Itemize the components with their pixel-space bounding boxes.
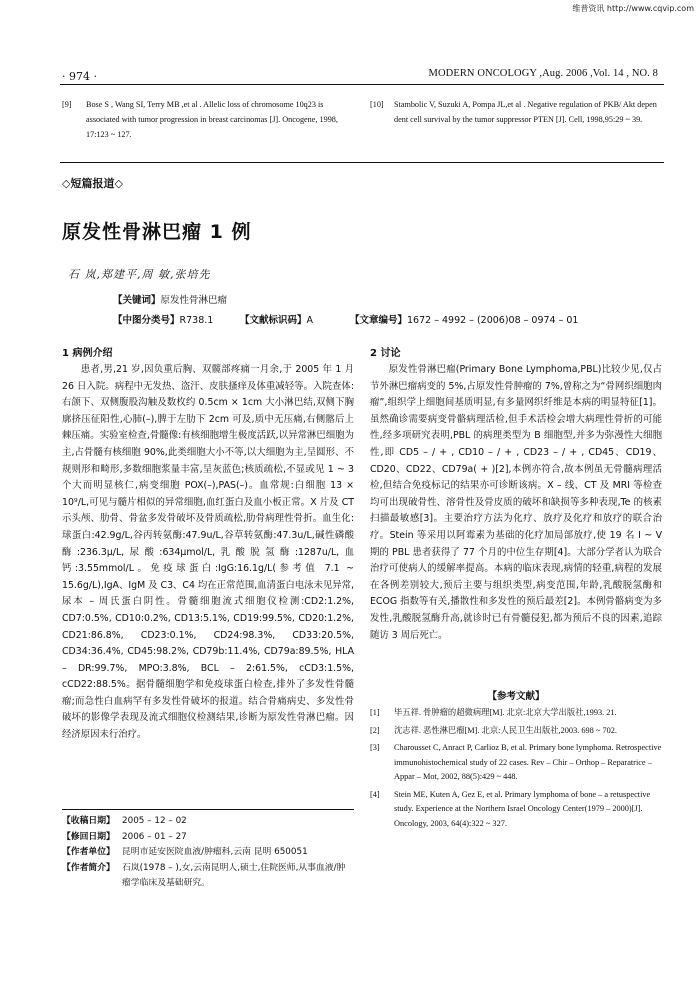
meta-value: 昆明市延安医院血液/肿瘤科,云南 昆明 650051 xyxy=(122,847,308,857)
doc-code-line xyxy=(240,312,313,326)
article-authors: 石 岚,郑建平,周 敏,张培先 xyxy=(68,268,211,281)
discussion-heading: 2 讨论 xyxy=(370,348,401,359)
meta-received xyxy=(62,814,354,830)
ref-text: Stein ME, Kuten A, Gez E, et al. Primary lymphoma of bone – a retuspective study. Experience at the Northern Israel Oncology Center(1979 – 2000)[J]. Oncology, 2003, 64(4):322 ~ 327. xyxy=(394,789,651,828)
ref-number: [2] xyxy=(370,725,380,735)
ref-number: [10] xyxy=(370,100,384,109)
journal-header: MODERN ONCOLOGY ,Aug. 2006 ,Vol. 14 , NO. 8 xyxy=(428,68,658,79)
section-rule xyxy=(60,162,664,163)
clc-line xyxy=(113,312,213,326)
article-meta xyxy=(62,814,354,892)
article-number-line xyxy=(350,312,578,326)
article-title: 原发性骨淋巴瘤 1 例 xyxy=(62,221,252,243)
ref-text: Stambolic V, Suzuki A, Pompa JL,et al . Negative regulation of PKB/ Akt depen dent cell survival by the tumor suppressor PTEN [J]. Cell, 1998,95:29 ~ 39. xyxy=(394,100,657,124)
ref-text: 毕五祥. 骨肿瘤的超微病理[M]. 北京:北京大学出版社,1993. 21. xyxy=(394,708,617,717)
ref-number: [9] xyxy=(62,100,72,109)
meta-value: 石岚(1978 – ),女,云南昆明人,硕士,住院医师,从事血液/肿瘤学临床及基础研究。 xyxy=(122,862,346,888)
page-number: · 974 · xyxy=(62,70,97,83)
meta-label: 【修回日期】 xyxy=(62,831,115,842)
meta-affiliation xyxy=(62,845,354,861)
discussion-body xyxy=(370,362,662,644)
meta-author-bio xyxy=(62,861,354,892)
meta-label: 【作者简介】 xyxy=(62,862,115,873)
clc-value: R738.1 xyxy=(179,315,214,326)
case-paragraph: 患者,男,21 岁,因负重后胸、双髋部疼痛一月余,于 2005 年 1 月 26 日入院。病程中无发热、盗汗、皮肤搔痒及体重减轻等。入院查体:右颌下、双侧腹股沟触及数枚约 0.5cm × 1cm 大小淋巴结,双侧下胸廓挤压征阳性,心肺(–),脾于左肋下 2cm 可及,质中无压痛,右侧髂后上棘压痛。实验室检查,骨髓像:有核细胞增生极度活跃,以异常淋巴细胞为主,占骨髓有核细胞 90%,此类细胞大小不等,以大细胞为主,呈圆形、不规则形和畸形,多数细胞浆量丰富,呈灰蓝色;核质疏松,不显或见 1 ~ 3 个大而明显核仁,病变细胞 POX(–),PAS(–)。血常规:白细胞 13 × 10⁹/L,可见与髓片相似的异常细胞,血红蛋白及血小板正常。X 片及 CT 示头颅、肋骨、骨盆多发骨破坏及骨质疏松,肋骨病理性骨折。血生化:球蛋白:42.9g/L,谷丙转氨酶:47.9u/L,谷草转氨酶:47.3u/L,碱性磷酸酶:236.3μ/L,尿酸:634μmol/L,乳酸脱氢酶:1287u/L,血钙:3.55mmol/L。免疫球蛋白:IgG:16.1g/L(参考值 7.1 ~ 15.6g/L),IgA、IgM 及 C3、C4 均在正常范围,血清蛋白电泳未见异常,尿本 – 周氏蛋白阴性。骨髓细胞流式细胞仪检测:CD2:1.2%, CD7:0.5%, CD10:0.2%, CD13:5.1%, CD19:99.5%, CD20:1.2%, CD21:86.8%, CD23:0.1%, CD24:98.3%, CD33:20.5%, CD34:36.4%, CD45:98.2%, CD79b:11.4%, CD79a:89.5%, HLA – DR:99.7%, MPO:3.8%, BCL – 2:61.5%, cCD3:1.5%, cCD22:88.5%。据骨髓细胞学和免疫球蛋白检查,排外了多发性骨髓瘤;而急性白血病罕有多发性骨破坏的报道。结合骨痛病史、多发性骨破坏的影像学表现及流式细胞仪检测结果,诊断为原发性骨淋巴瘤。因经济原因未行治疗。 xyxy=(62,364,354,741)
discussion-paragraph: 原发性骨淋巴瘤(Primary Bone Lymphoma,PBL)比较少见,仅占节外淋巴瘤病变的 5%,占原发性骨肿瘤的 7%,曾称之为“骨网织细胞肉瘤”,组织学上细胞间基质明显,有多量网织纤维是本病的明显特征[1]。虽然确诊需要病变骨骼病理活检,但手术活检会增大病理性骨折的可能性,经多项研究表明,PBL 的病理类型为 B 细胞型,并多为弥漫性大细胞性,即 CD5 – / + , CD10 – / + , CD23 – / + , CD45、CD19、CD20、CD22、CD79a( + )[2],本例亦符合,故本例虽无骨髓病理活检,但结合免疫标记的结果亦可诊断该病。X – 线、CT 及 MRI 等检查均可出现破骨性、溶骨性及骨皮质的破坏和缺损等多种表现,Te 的核素扫描最敏感[3]。主要治疗方法为化疗、放疗及化疗和放疗的联合治疗。Stein 等采用以阿霉素为基础的化疗加局部放疗,使 19 名 I ~ V 期的 PBL 患者获得了 77 个月的中位生存期[4]。大部分学者认为联合治疗可使病人的缓解率提高。本病的临床表现,病情的轻重,病程的发展在各例差别较大,预后主要与组织类型,病变范围,年龄,乳酸脱氢酶和 ECOG 指数等有关,播散性和多发性的预后最差[2]。本例骨骼病变为多发性,乳酸脱氢酶升高,就诊时已有骨髓侵犯,都为预后不良的因素,追踪随访 3 周后死亡。 xyxy=(370,364,662,641)
ref-text: Bose S , Wang SI, Terry MB ,et al . Allelic loss of chromosome 10q23 is associated with tumor progression in breast carcinomas [J]. Oncogene, 1998, 17:123 ~ 127. xyxy=(86,100,338,139)
ref-number: [3] xyxy=(370,743,380,752)
meta-value: 2006 – 01 – 27 xyxy=(122,831,187,842)
meta-rule xyxy=(62,809,354,810)
meta-revised xyxy=(62,830,354,846)
ref-number: [4] xyxy=(370,789,380,799)
header-rule xyxy=(60,84,664,85)
ref-number: [1] xyxy=(370,708,380,717)
meta-label: 【作者单位】 xyxy=(62,847,115,857)
doc-code-value: A xyxy=(306,315,314,326)
reference-item xyxy=(370,724,662,739)
meta-value: 2005 – 12 – 02 xyxy=(122,816,187,826)
previous-ref-10 xyxy=(370,97,662,127)
reference-item xyxy=(370,706,662,721)
source-watermark: 维普资讯 http://www.cqvip.com xyxy=(572,4,694,13)
article-number-value: 1672 – 4992 – (2006)08 – 0974 – 01 xyxy=(407,315,579,326)
section-tag: ◇短篇报道◇ xyxy=(62,177,123,190)
reference-item xyxy=(370,788,662,832)
keywords-value: 原发性骨淋巴瘤 xyxy=(160,295,228,306)
case-heading: 1 病例介绍 xyxy=(62,348,113,359)
case-body xyxy=(62,362,354,744)
keywords-line xyxy=(113,292,227,306)
references-list xyxy=(370,706,662,834)
keywords-label: 【关键词】 xyxy=(113,295,161,306)
article-number-label: 【文章编号】 xyxy=(350,315,408,326)
meta-label: 【收稿日期】 xyxy=(62,816,115,826)
references-heading: 【参考文献】 xyxy=(487,691,545,702)
clc-label: 【中图分类号】 xyxy=(113,315,180,326)
doc-code-label: 【文献标识码】 xyxy=(240,315,307,326)
ref-text: 沈志祥. 恶性淋巴瘤[M]. 北京:人民卫生出版社,2003. 698 ~ 702. xyxy=(394,725,617,735)
ref-text: Charousset C, Anract P, Carlioz B, et al. Primary bone lymphoma. Retrospective immunohistochemical study of 22 cases. Rev – Chir – Orthop – Reparatrice – Appar – Mot, 2002, 88(5):429 ~ 448. xyxy=(394,743,662,781)
previous-ref-9 xyxy=(62,97,354,142)
reference-item xyxy=(370,741,662,785)
